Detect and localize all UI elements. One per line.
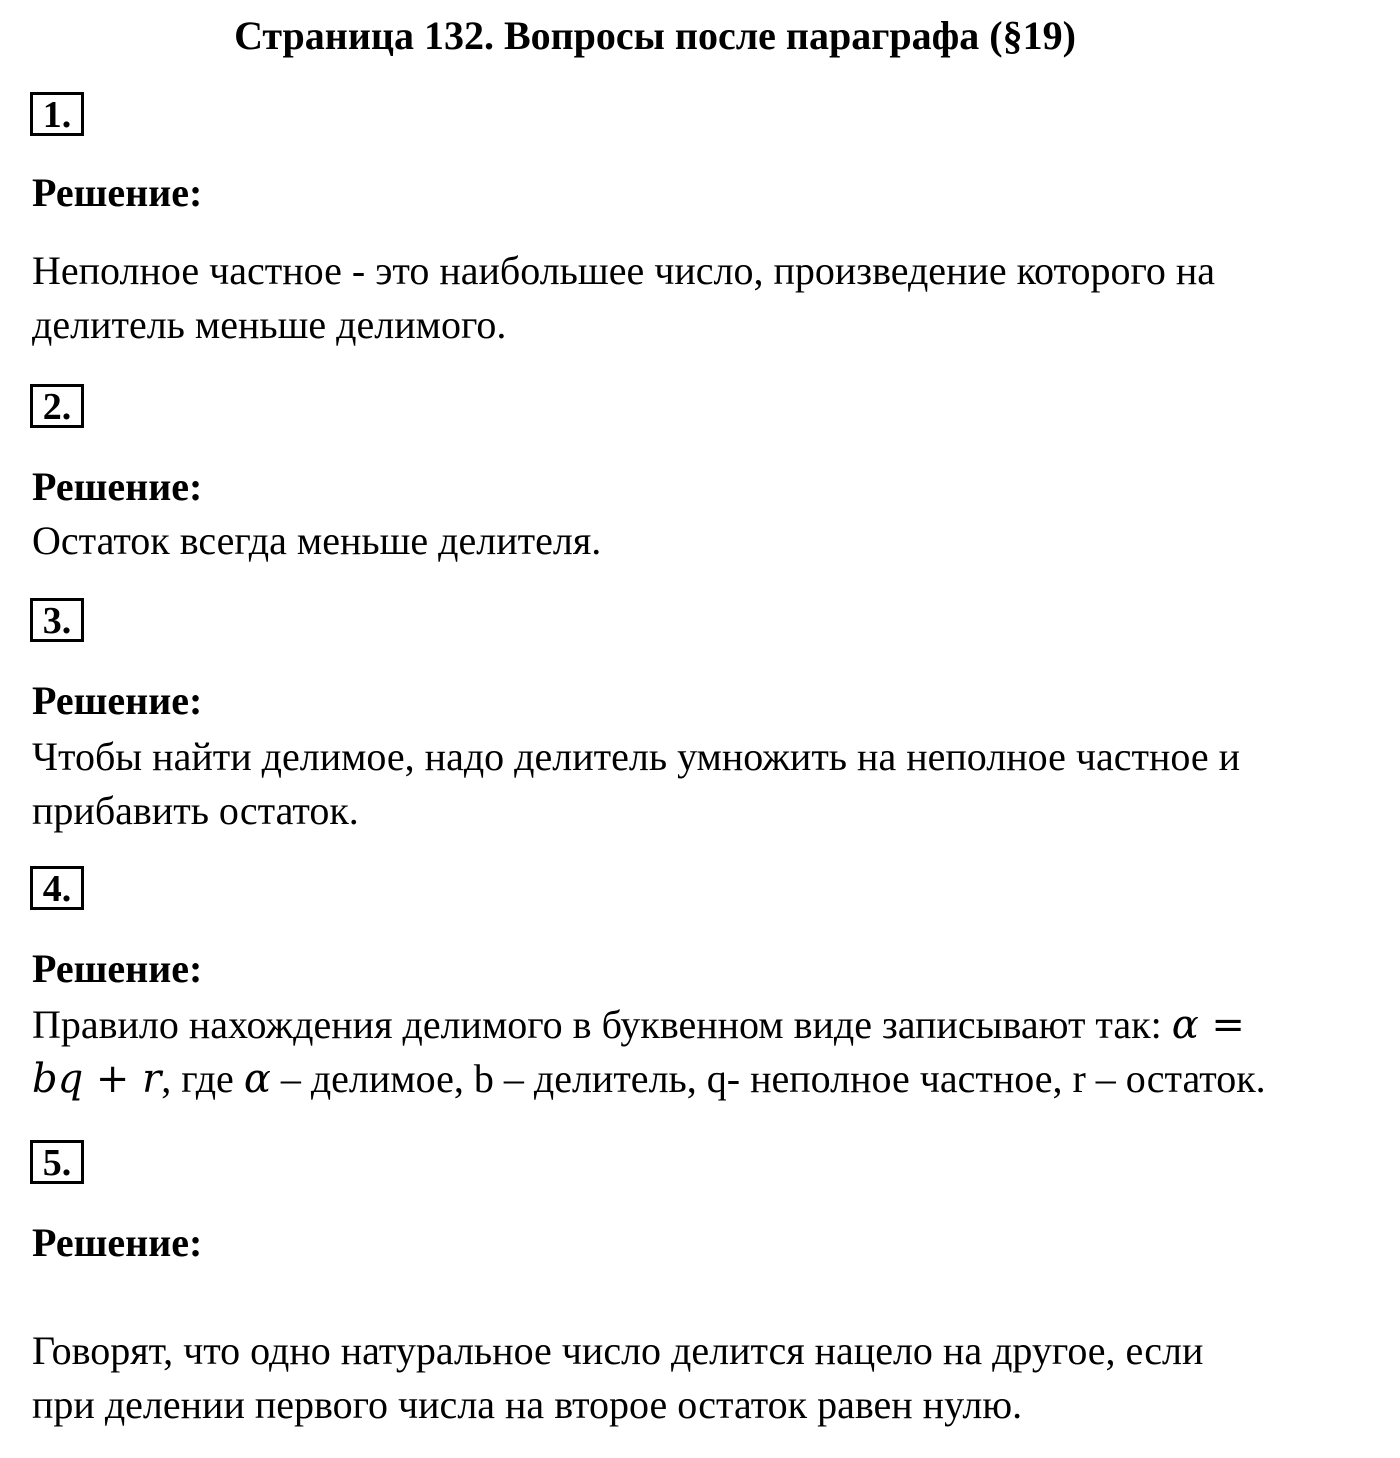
answer-text-segment: – делимое, b – делитель, q- неполное частное, r – остаток.: [270, 1056, 1266, 1101]
formula-alpha: α: [243, 1056, 271, 1102]
answer-text-2: [32, 514, 601, 568]
answer-line: прибавить остаток.: [32, 788, 359, 833]
page-title: Страница 132. Вопросы после параграфа (§19): [234, 13, 1076, 58]
question-number-3: 3.: [30, 598, 84, 642]
question-number-5: 5.: [30, 1140, 84, 1184]
solution-label-2: Решение:: [32, 464, 203, 509]
question-number-1: 1.: [30, 92, 84, 136]
formula-bq-plus-r: bq + r: [32, 1056, 162, 1102]
formula-alpha-equals: α =: [1171, 1002, 1245, 1048]
answer-line: делитель меньше делимого.: [32, 302, 507, 347]
question-number-2: 2.: [30, 384, 84, 428]
answer-line: при делении первого числа на второе остаток равен нулю.: [32, 1382, 1023, 1427]
answer-line: [32, 998, 1266, 1052]
answer-text-5: [32, 1324, 1203, 1432]
solution-label-3: Решение:: [32, 678, 203, 723]
answer-line: Неполное частное - это наибольшее число, произведение которого на: [32, 248, 1216, 293]
answer-text-1: [32, 244, 1215, 352]
answer-text-3: [32, 730, 1240, 838]
answer-line: [32, 1052, 1266, 1106]
solution-label-4: Решение:: [32, 946, 203, 991]
answer-text-4: [32, 998, 1266, 1106]
question-number-4: 4.: [30, 866, 84, 910]
answer-text-segment: Правило нахождения делимого в буквенном виде записывают так:: [32, 1002, 1172, 1047]
answer-line: Остаток всегда меньше делителя.: [32, 518, 602, 563]
answer-line: Говорят, что одно натуральное число делится нацело на другое, если: [32, 1328, 1204, 1373]
solution-label-5: Решение:: [32, 1220, 203, 1265]
solution-label-1: Решение:: [32, 170, 203, 215]
answer-text-segment: , где: [161, 1056, 244, 1101]
answer-line: Чтобы найти делимое, надо делитель умножить на неполное частное и: [32, 734, 1241, 779]
